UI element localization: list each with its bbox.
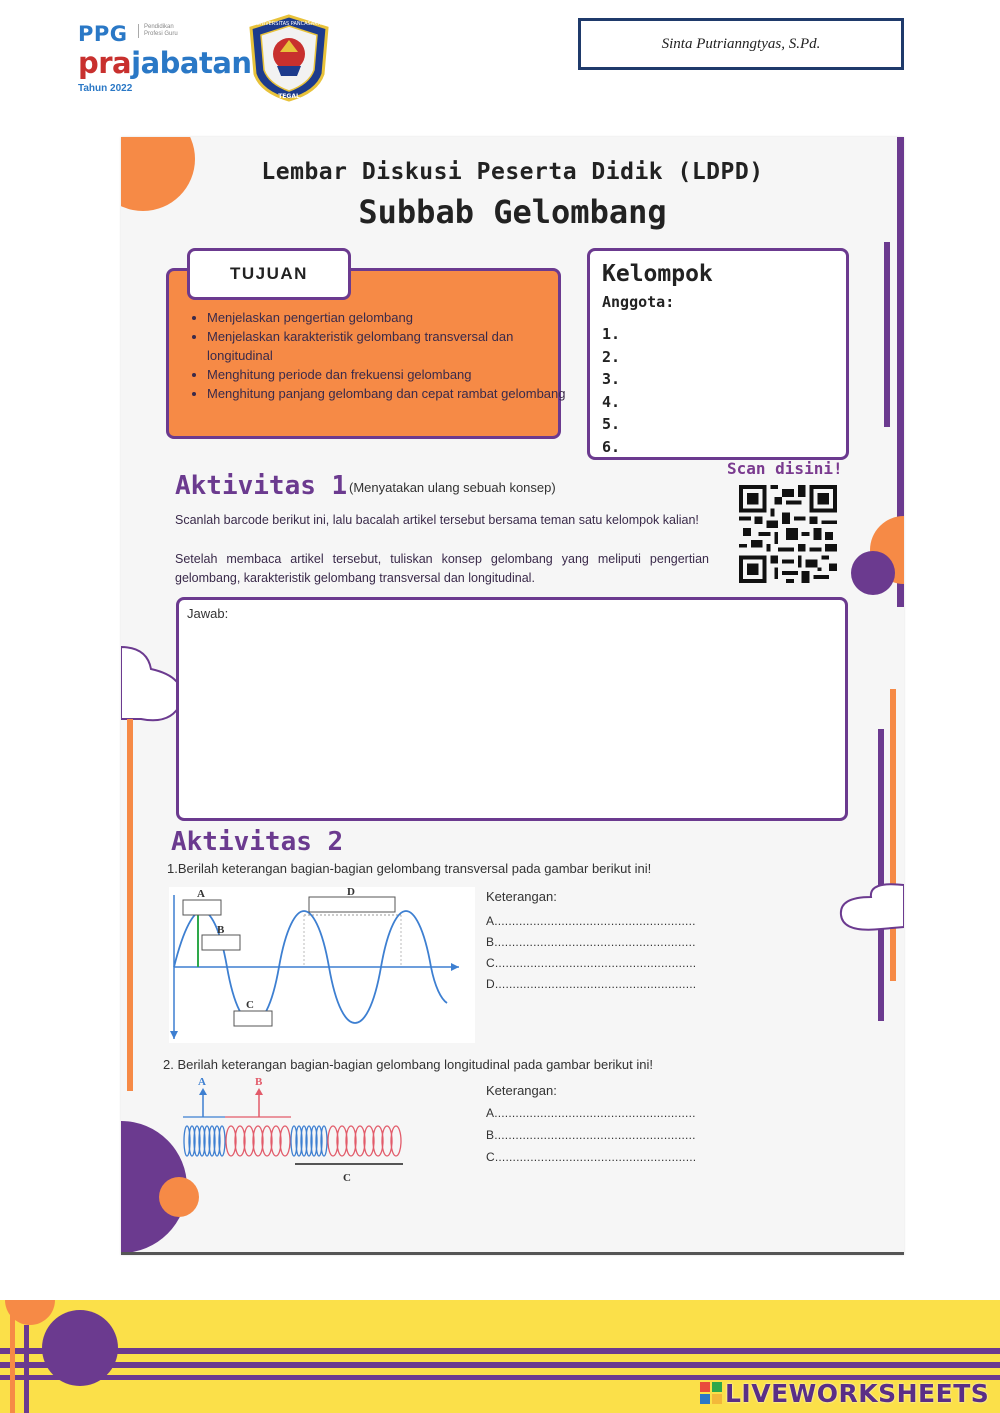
ppg-prajabatan-logo	[78, 22, 252, 97]
wave-label-c: C	[246, 999, 254, 1011]
ppg-logo-wordmark	[78, 46, 252, 80]
question-1-answer-line-c[interactable]: C.........................................................	[486, 956, 697, 970]
spring-label-b: B	[255, 1076, 263, 1088]
liveworksheets-logo[interactable]	[700, 1378, 989, 1408]
question-2-answer-line-b[interactable]: B.........................................................	[486, 1128, 696, 1142]
aktivitas-2-title: Aktivitas 2	[171, 827, 344, 857]
anggota-number: 4.	[602, 392, 621, 411]
wave-label-d: D	[347, 887, 355, 898]
question-1-answer-line-b[interactable]: B.........................................................	[486, 935, 696, 949]
aktivitas-1-instruction-2: Setelah membaca artikel tersebut, tuliskan konsep gelombang yang meliputi pengertian gelombang, karakteristik gelombang transversal dan longitudinal.	[175, 552, 709, 585]
anggota-number: 5.	[602, 415, 621, 433]
worksheet-title: Lembar Diskusi Peserta Didik (LDPD)	[261, 159, 764, 185]
aktivitas-1-instruction-1: Scanlah barcode berikut ini, lalu bacalah artikel tersebut bersama teman satu kelompok kalian!	[175, 513, 699, 527]
ppg-logo-acronym: PPG	[78, 22, 128, 46]
spring-label-a: A	[198, 1076, 206, 1088]
question-1-keterangan-label: Keterangan:	[486, 889, 557, 904]
qr-code-icon	[739, 485, 837, 583]
question-2-answer-line-c[interactable]: C.........................................................	[486, 1150, 697, 1164]
question-2-text: 2. Berilah keterangan bagian-bagian gelombang longitudinal pada gambar berikut ini!	[163, 1057, 654, 1072]
worksheet-page	[121, 137, 904, 1255]
liveworksheets-wordmark: LIVEWORKSHEETS	[725, 1378, 990, 1408]
tujuan-label: TUJUAN	[187, 248, 351, 300]
aktivitas-1-subtitle: (Menyatakan ulang sebuah konsep)	[349, 480, 556, 495]
anggota-number: 3.	[602, 370, 621, 388]
question-2-keterangan-label: Keterangan:	[486, 1083, 557, 1098]
scan-here-label: Scan disini!	[727, 459, 843, 478]
anggota-number: 1.	[602, 325, 621, 343]
tujuan-item: • Menghitung periode dan frekuensi gelombang	[207, 365, 567, 384]
kelompok-box	[587, 248, 849, 460]
author-name-box: Sinta Putrianngtyas, S.Pd.	[578, 18, 904, 70]
kelompok-title: Kelompok	[602, 261, 713, 287]
anggota-list	[602, 323, 620, 458]
wave-label-a: A	[197, 888, 205, 900]
wave-label-b: B	[217, 924, 225, 936]
ppg-logo-wordmark-a: pra	[78, 46, 132, 80]
tujuan-item: • Menjelaskan pengertian gelombang	[207, 308, 567, 327]
tujuan-list	[189, 308, 567, 403]
longitudinal-wave-spring-diagram	[177, 1075, 411, 1187]
spring-label-c: C	[343, 1172, 351, 1184]
anggota-number: 6.	[602, 437, 621, 456]
question-2-answer-line-a[interactable]: A.........................................................	[486, 1106, 696, 1120]
transverse-wave-diagram	[169, 887, 475, 1043]
tujuan-item: • Menjelaskan karakteristik gelombang transversal dan longitudinal	[207, 327, 567, 365]
ppg-logo-year: Tahun 2022	[78, 83, 133, 94]
liveworksheets-badge-icon	[700, 1382, 722, 1404]
anggota-number: 2.	[602, 347, 621, 366]
seal-top-text: UNIVERSITAS PANCASAKTI	[256, 21, 322, 27]
university-seal-icon	[247, 14, 331, 102]
aktivitas-1-title: Aktivitas 1	[175, 471, 348, 501]
tujuan-item: • Menghitung panjang gelombang dan cepat rambat gelombang	[207, 384, 567, 403]
ppg-logo-subtitle: Pendidikan Profesi Guru	[138, 24, 184, 38]
jawab-answer-area[interactable]	[176, 597, 848, 821]
seal-bottom-text: TEGAL	[278, 93, 300, 100]
question-1-answer-line-a[interactable]: A.........................................................	[486, 914, 696, 928]
worksheet-subtitle: Subbab Gelombang	[358, 193, 667, 231]
ppg-logo-wordmark-b: jabatan	[131, 46, 252, 80]
question-1-answer-line-d[interactable]: D.........................................................	[486, 977, 697, 991]
anggota-label: Anggota:	[602, 293, 675, 311]
question-1-text: 1.Berilah keterangan bagian-bagian gelombang transversal pada gambar berikut ini!	[167, 861, 652, 876]
jawab-label: Jawab:	[187, 606, 229, 621]
